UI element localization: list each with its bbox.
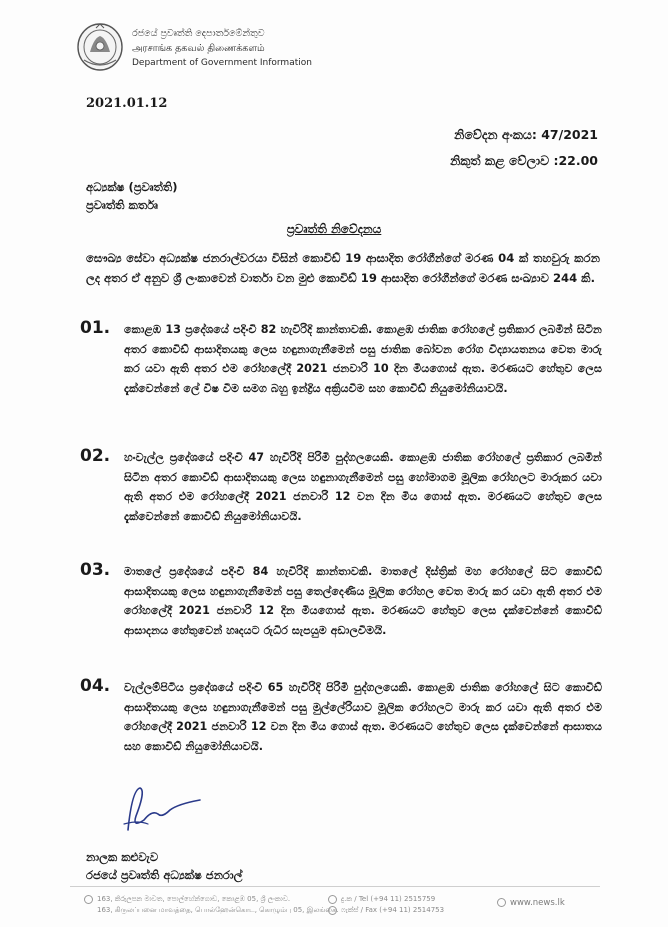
item-number: 02. <box>80 446 111 466</box>
intro-paragraph: සෞඛ්‍ය සේවා අධ්‍යක්ෂ ජනරාල්වරයා විසින් කොවිඩ් 19 ආසාදිත රෝගීන්ගේ මරණ 04 ක් තහවුරු කරන ලද අතර ඒ අනුව ශ්‍රී ලංකාවෙන් වාර්තා වන මුළු කොවිඩ් 19 ආසාදිත රෝගීන්ගේ මරණ සංඛ්‍යාව 244 කි. <box>86 251 600 285</box>
item-text: වැල්ලම්පිටිය ප්‍රදේශයේ පදිංචි 65 හැවිරිදි පිරිමි පුද්ගලයෙකි. කොළඹ ජාතික රෝහලේ සිට කොවිඩ් ආසාදිතයකු ලෙස හඳුනාගැනීමෙන් පසු මුල්ලේරියාව මූලික රෝහලට මාරු කර යවා ඇති අතර එම රෝහලේදී 2021 ජනවාරි 12 වන දින මිය ගොස් ඇත. මරණයට හේතුව ලෙස දැක්වෙන්නේ ආඝාතය සහ කොවිඩ් නියුමෝනියාවයි. <box>124 681 602 753</box>
globe-icon <box>497 898 506 907</box>
item-number: 01. <box>80 318 111 338</box>
department-name-english: Department of Government Information <box>132 58 312 68</box>
recipient-line-1: අධ්‍යක්ෂ (ප්‍රවෘත්ති) <box>86 180 178 194</box>
website-link[interactable]: www.news.lk <box>510 898 565 908</box>
release-number: නිවේදන අංකය: 47/2021 <box>454 127 598 142</box>
footer-divider <box>70 886 600 887</box>
phone-icon <box>328 895 337 904</box>
document-heading <box>0 222 668 237</box>
department-name-sinhala: රජයේ ප්‍රවෘත්ති දෙපාර්තමේන්තුව <box>132 28 265 39</box>
fax-label: ෆැක්ස් / Fax <box>341 906 378 914</box>
signatory-block <box>86 848 242 884</box>
fax-icon <box>328 906 337 915</box>
department-name-tamil: அரசாங்க தகவல் திணைக்களம் <box>132 43 265 54</box>
item-text: හංවැල්ල ප්‍රදේශයේ පදිංචි 47 හැවිරිදි පිරිමි පුද්ගලයෙකි. කොළඹ ජාතික රෝහලේ ප්‍රතිකාර ලබමින් සිටින අතර කොවිඩ් ආසාදිතයකු ලෙස හඳුනාගැනීමෙන් පසු හෝමාගම මූලික රෝහලට මාරුකර යවා ඇති අතර එම රෝහලේදී 2021 ජනවාරි 12 වන දින මිය ගොස් ඇත. මරණයට හේතුව ලෙස දැක්වෙන්නේ කොවිඩ් නියුමෝනියාවයි. <box>124 451 602 523</box>
release-time: නිකුත් කළ වේලාව :22.00 <box>450 153 598 168</box>
footer-website <box>497 898 565 909</box>
item-number: 03. <box>80 560 111 580</box>
department-name-block <box>132 26 312 71</box>
item-number: 04. <box>80 676 111 696</box>
tel-label: දු.ක / Tel <box>341 895 369 903</box>
signatory-title: රජයේ ප්‍රවෘත්ති අධ්‍යක්ෂ ජනරාල් <box>86 868 243 882</box>
document-heading-text: ප්‍රවෘත්ති නිවේදනය <box>286 222 382 236</box>
signatory-name: නාලක කළුවැව <box>86 850 159 864</box>
recipient-line-2: ප්‍රවෘත්ති කර්තෘ <box>86 198 158 212</box>
signature-icon <box>118 780 208 840</box>
recipient-block <box>86 178 177 214</box>
document-date: 2021.01.12 <box>86 96 168 111</box>
footer-address <box>84 894 339 916</box>
address-line-2: 163, கிருலப்பனை மாவத்தை, பொல்ஹேன்கொட, கொழும்பு 05, இலங்கை. <box>97 906 339 914</box>
footer-contacts <box>328 894 444 916</box>
fax-number: (+94 11) 2514753 <box>379 906 445 914</box>
item-text: කොළඹ 13 ප්‍රදේශයේ පදිංචි 82 හැවිරිදි කාන්තාවකි. කොළඹ ජාතික රෝහලේ ප්‍රතිකාර ලබමින් සිටින අතර කොවිඩ් ආසාදිතයකු ලෙස හඳුනාගැනීමෙන් පසු ජාතික බෝවන රෝග විද්‍යායතනය වෙත මාරු කර යවා ඇති අතර එම රෝහලේදී 2021 ජනවාරි 10 දින මියගොස් ඇත. මරණයට හේතුව ලෙස දැක්වෙන්නේ ලේ විෂ වීම සමග බහු ඉන්ද්‍රිය අක්‍රියවීම සහ කොවිඩ් නියුමෝනියාවයි. <box>124 323 602 395</box>
location-icon <box>84 895 93 904</box>
tel-number: (+94 11) 2515759 <box>370 895 436 903</box>
item-text: මාතලේ ප්‍රදේශයේ පදිංචි 84 හැවිරිදි කාන්තාවකි. මාතලේ දිස්ත්‍රික් මහ රෝහලේ සිට කොවිඩ් ආසාදිතයකු ලෙස හඳුනාගැනීමෙන් පසු තෙල්දෙණිය මූලික රෝහල වෙත මාරු කර යවා ඇති අතර එම රෝහලේදී 2021 ජනවාරි 12 දින මියගොස් ඇත. මරණයට හේතුව ලෙස දැක්වෙන්නේ කොවිඩ් ආසාදනය හේතුවෙන් හෘදයට රුධිර සැපයුම අඩාලවීමයි. <box>124 565 602 637</box>
government-seal-icon <box>76 22 124 72</box>
address-line-1: 163, කිරුලපන මාවත, පොල්හේන්ගොඩ, කොළඹ 05, ශ්‍රී ලංකාව. <box>97 895 291 903</box>
